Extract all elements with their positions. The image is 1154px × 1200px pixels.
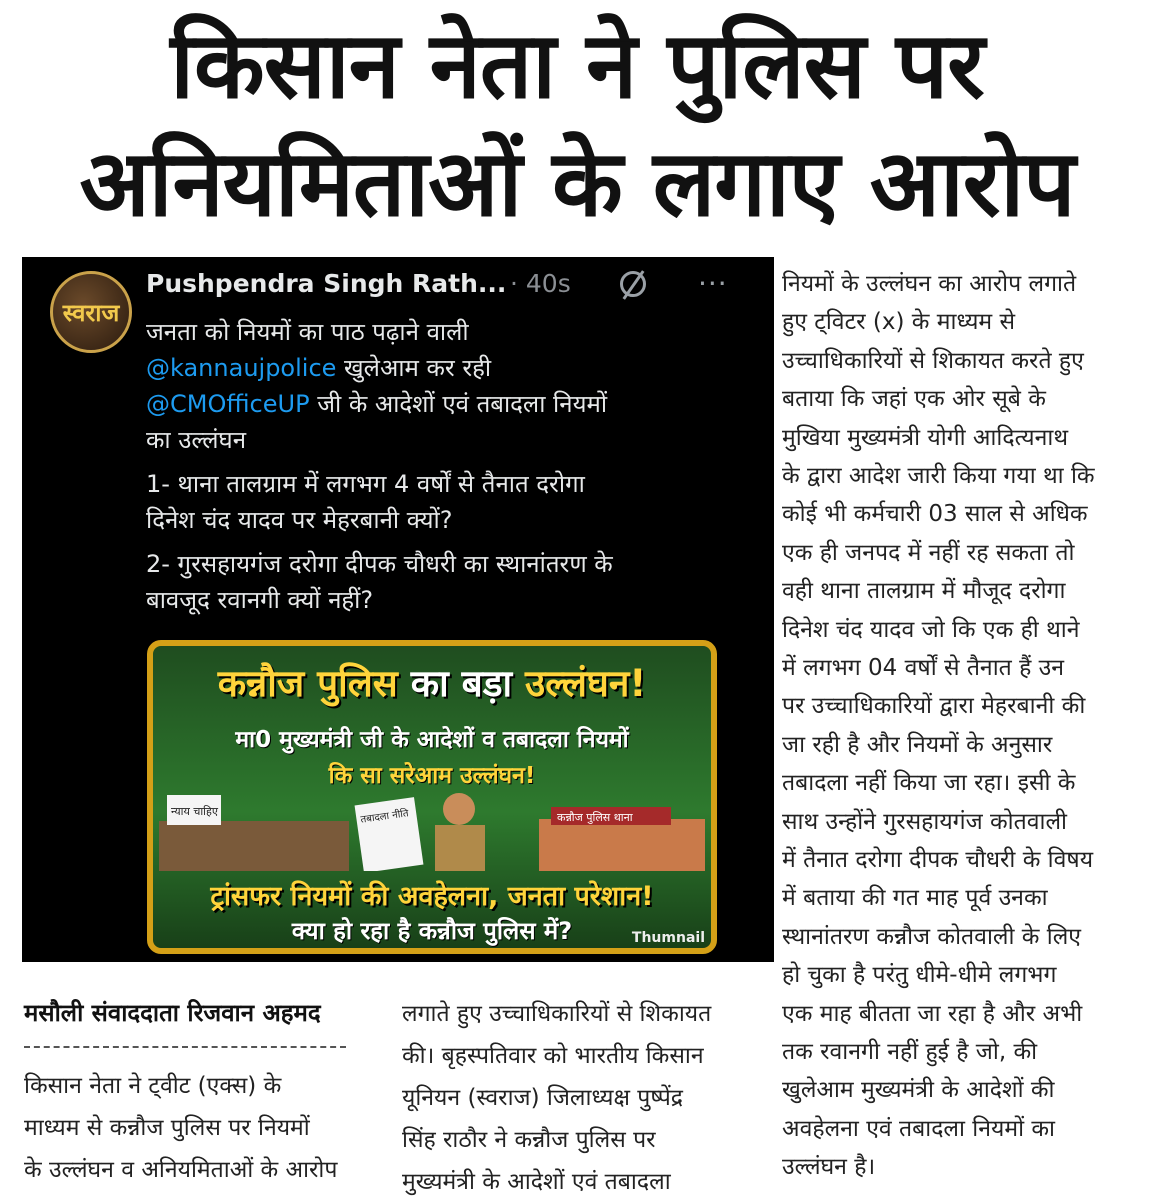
article-text-line: दिनेश चंद यादव जो कि एक ही थाने xyxy=(782,616,1080,643)
article-text-line: में तैनात दरोगा दीपक चौधरी के विषय xyxy=(782,847,1094,873)
article-text-line: के उल्लंघन व अनियमिताओं के आरोप xyxy=(24,1157,338,1183)
thumbnail-title-part: का बड़ा xyxy=(397,662,525,705)
tweet-text-segment: का उल्लंघन xyxy=(146,426,247,454)
tweet-text-line xyxy=(146,583,373,616)
article-text-line: हुए ट्विटर (x) के माध्यम से xyxy=(782,309,1016,336)
tweet-text-line xyxy=(146,547,613,580)
article-text-line: एक माह बीतता जा रहा है और अभी xyxy=(782,1000,1083,1027)
grok-icon[interactable] xyxy=(620,271,646,297)
thumbnail-title-part: उल्लंघन! xyxy=(524,662,647,705)
tweet-text-line xyxy=(146,387,607,420)
tweet-mention-link[interactable]: @kannaujpolice xyxy=(146,354,337,382)
article-text-line: उच्चाधिकारियों से शिकायत करते हुए xyxy=(782,347,1084,374)
tweet-text-segment: दिनेश चंद यादव पर मेहरबानी क्यों? xyxy=(146,506,453,534)
article-text-line: तक रवानगी नहीं हुई है जो, की xyxy=(782,1039,1038,1065)
crowd-shape xyxy=(159,821,349,871)
article-text-line: हो चुका है परंतु धीमे-धीमे लगभग xyxy=(782,962,1057,989)
article-text-line: माध्यम से कन्नौज पुलिस पर नियमों xyxy=(24,1115,310,1141)
document-text: तबादला नीति xyxy=(359,808,410,826)
article-text-line: कोई भी कर्मचारी 03 साल से अधिक xyxy=(782,501,1088,528)
tweet-text-line xyxy=(146,351,491,384)
article-text-line: यूनियन (स्वराज) जिलाध्यक्ष पुष्पेंद्र xyxy=(402,1085,684,1111)
tweet-text-line xyxy=(146,503,452,536)
article-text-line: मुख्यमंत्री के आदेशों एवं तबादला xyxy=(402,1169,671,1195)
thumbnail-subtitle-1: मा0 मुख्यमंत्री जी के आदेशों व तबादला नियमों xyxy=(235,727,629,753)
more-options-icon[interactable]: ··· xyxy=(698,267,728,300)
article-text-line: अवहेलना एवं तबादला नियमों का xyxy=(782,1115,1055,1142)
article-text-line: में लगभग 04 वर्षों से तैनात हैं उन xyxy=(782,655,1064,681)
article-text-line: लगाते हुए उच्चाधिकारियों से शिकायत xyxy=(402,1001,712,1027)
tweet-author[interactable]: Pushpendra Singh Rath... xyxy=(146,269,507,298)
byline-divider xyxy=(24,1046,346,1048)
article-text-line: किसान नेता ने ट्वीट (एक्स) के xyxy=(24,1073,282,1099)
tweet-text-line xyxy=(146,467,585,500)
article-text-line: में बताया की गत माह पूर्व उनका xyxy=(782,885,1048,912)
document-shape xyxy=(355,797,424,871)
avatar[interactable] xyxy=(50,271,132,353)
article-text-line: जा रही है और नियमों के अनुसार xyxy=(782,731,1053,758)
article-text-line: एक ही जनपद में नहीं रह सकता तो xyxy=(782,539,1075,566)
thumbnail-bottom-line-1: ट्रांसफर नियमों की अवहेलना, जनता परेशान! xyxy=(210,881,654,912)
avatar-text: स्वराज xyxy=(62,298,120,327)
thumbnail-scene-illustration xyxy=(159,791,705,871)
police-station-building xyxy=(539,819,705,871)
article-text-line: वही थाना तालग्राम में मौजूद दरोगा xyxy=(782,578,1066,605)
article-text-line: तबादला नहीं किया जा रहा। इसी के xyxy=(782,770,1076,797)
thumbnail-title-part: कन्नौज पुलिस xyxy=(217,662,398,705)
headline-line-2: अनियमिताओं के लगाए आरोप xyxy=(79,130,1075,237)
article-text-line: की। बृहस्पतिवार को भारतीय किसान xyxy=(402,1043,704,1069)
article-text-line: पर उच्चाधिकारियों द्वारा मेहरबानी की xyxy=(782,693,1086,720)
article-text-line: मुखिया मुख्यमंत्री योगी आदित्यनाथ xyxy=(782,424,1069,451)
officer-body xyxy=(435,825,485,871)
article-text-line: बताया कि जहां एक ओर सूबे के xyxy=(782,386,1046,413)
article-text-line: सिंह राठौर ने कन्नौज पुलिस पर xyxy=(402,1127,656,1153)
article-text-line: खुलेआम मुख्यमंत्री के आदेशों की xyxy=(782,1077,1055,1104)
article-text-line: उल्लंघन है। xyxy=(782,1154,876,1181)
tweet-thumbnail-image[interactable] xyxy=(147,640,717,954)
article-text-line: के द्वारा आदेश जारी किया गया था कि xyxy=(782,463,1095,489)
embedded-tweet xyxy=(22,257,774,962)
tweet-text-segment: खुलेआम कर रही xyxy=(336,354,492,382)
tweet-text-line xyxy=(146,423,246,456)
protest-sign-text: न्याय चाहिए xyxy=(171,805,218,818)
tweet-text-segment: बावजूद रवानगी क्यों नहीं? xyxy=(146,586,374,614)
article-text-line: साथ उन्होंने गुरसहायगंज कोतवाली xyxy=(782,808,1068,835)
thumbnail-bottom-line-2: क्या हो रहा है कन्नौज पुलिस में? xyxy=(291,917,573,945)
tweet-text-segment: 2- गुरसहायगंज दरोगा दीपक चौधरी का स्थानांतरण के xyxy=(146,550,613,578)
police-station-sign-text: कन्नौज पुलिस थाना xyxy=(557,811,633,824)
article-text-line: नियमों के उल्लंघन का आरोप लगाते xyxy=(782,271,1077,297)
thumbnail-title xyxy=(153,656,711,707)
tweet-text-segment: 1- थाना तालग्राम में लगभग 4 वर्षों से तैनात दरोगा xyxy=(146,470,585,498)
thumbnail-label: Thumnail xyxy=(631,930,705,946)
article-text-line: स्थानांतरण कन्नौज कोतवाली के लिए xyxy=(782,923,1082,950)
tweet-text-segment: जनता को नियमों का पाठ पढ़ाने वाली xyxy=(146,318,469,346)
tweet-text-line xyxy=(146,315,469,348)
thumbnail-subtitle-2: कि सा सरेआम उल्लंघन! xyxy=(328,763,536,789)
tweet-mention-link[interactable]: @CMOfficeUP xyxy=(146,390,310,418)
byline: मसौली संवाददाता रिजवान अहमद xyxy=(24,999,321,1027)
tweet-text-segment: जी के आदेशों एवं तबादला नियमों xyxy=(309,390,608,418)
headline-line-1: किसान नेता ने पुलिस पर xyxy=(170,12,984,119)
tweet-time: · 40s xyxy=(510,269,571,298)
officer-head xyxy=(443,793,475,825)
